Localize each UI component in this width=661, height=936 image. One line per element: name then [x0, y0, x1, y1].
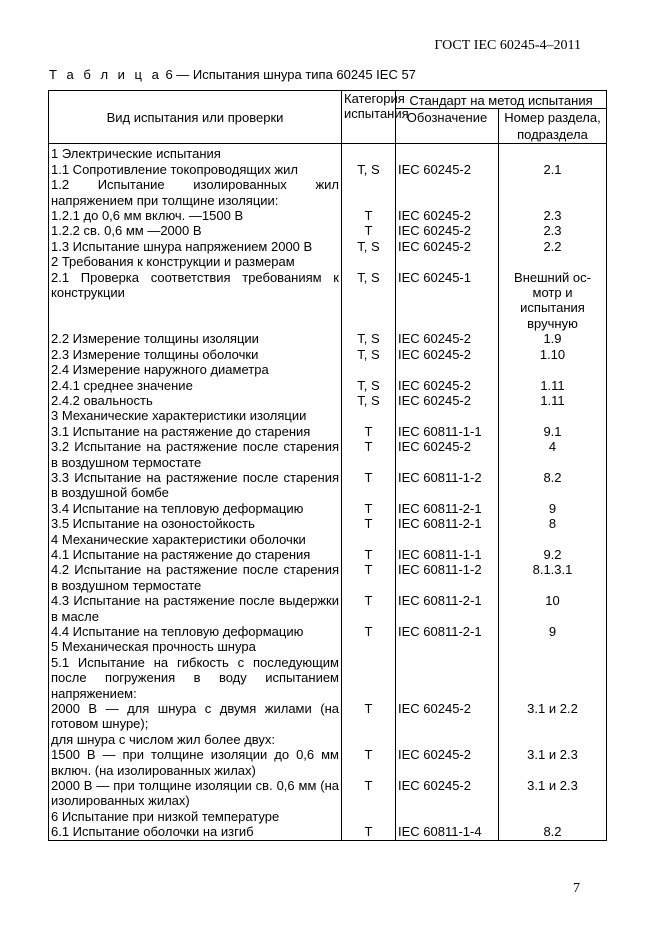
section-cell: 9 — [499, 624, 607, 639]
table-row — [49, 809, 607, 824]
designation-cell — [396, 362, 499, 377]
category-cell: T, S — [342, 347, 396, 362]
designation-cell: IEC 60245-2 — [396, 747, 499, 778]
test-name-cell: 3.1 Испытание на растяжение до старения — [49, 424, 342, 439]
header-standard: Стандарт на метод испытания — [396, 91, 607, 109]
section-cell — [499, 144, 607, 162]
section-cell — [499, 655, 607, 701]
category-cell: T, S — [342, 331, 396, 346]
test-name-cell: 4.4 Испытание на тепловую деформацию — [49, 624, 342, 639]
test-name-cell: 2.1 Проверка соответствия требованиям к конструкции — [49, 270, 342, 332]
designation-cell: IEC 60245-2 — [396, 439, 499, 470]
category-cell: T — [342, 547, 396, 562]
running-head: ГОСТ IEC 60245-4–2011 — [434, 38, 581, 53]
designation-cell — [396, 809, 499, 824]
table-row — [49, 655, 607, 701]
table-row — [49, 362, 607, 377]
category-cell: T — [342, 208, 396, 223]
header-category: Категория испытания — [342, 91, 396, 144]
category-cell — [342, 809, 396, 824]
table-row — [49, 824, 607, 840]
section-cell: 8.2 — [499, 470, 607, 501]
test-name-cell: 2.4.1 среднее значение — [49, 378, 342, 393]
section-cell: 1.9 — [499, 331, 607, 346]
test-name-cell: 1.3 Испытание шнура напряжением 2000 В — [49, 239, 342, 254]
table-row — [49, 439, 607, 470]
category-cell — [342, 362, 396, 377]
caption-label: Т а б л и ц а — [49, 67, 162, 82]
test-name-cell: 2.4 Измерение наружного диаметра — [49, 362, 342, 377]
section-cell — [499, 532, 607, 547]
test-name-cell: 2.2 Измерение толщины изоляции — [49, 331, 342, 346]
designation-cell — [396, 254, 499, 269]
test-name-cell: 1.1 Сопротивление токопроводящих жил — [49, 162, 342, 177]
section-cell: 9 — [499, 501, 607, 516]
table-row — [49, 162, 607, 177]
test-name-cell: 1.2.2 св. 0,6 мм —2000 В — [49, 223, 342, 238]
designation-cell: IEC 60245-2 — [396, 331, 499, 346]
designation-cell — [396, 408, 499, 423]
section-cell: 1.10 — [499, 347, 607, 362]
test-name-cell: 3.2 Испытание на растяжение после старения в воздушном термостате — [49, 439, 342, 470]
category-cell — [342, 532, 396, 547]
designation-cell — [396, 732, 499, 747]
designation-cell — [396, 144, 499, 162]
section-cell — [499, 408, 607, 423]
category-cell — [342, 408, 396, 423]
table-row — [49, 593, 607, 624]
table-row — [49, 701, 607, 732]
test-name-cell: 2 Требования к конструкции и размерам — [49, 254, 342, 269]
table-row — [49, 177, 607, 208]
caption-number: 6 — [165, 67, 173, 82]
section-cell: 1.11 — [499, 393, 607, 408]
table-row — [49, 732, 607, 747]
table-row — [49, 532, 607, 547]
test-name-cell: 2.4.2 овальность — [49, 393, 342, 408]
table-row — [49, 408, 607, 423]
section-cell — [499, 362, 607, 377]
test-name-cell: 2000 В — для шнура с двумя жилами (на готовом шнуре); — [49, 701, 342, 732]
designation-cell: IEC 60811-1-2 — [396, 470, 499, 501]
category-cell: T — [342, 701, 396, 732]
designation-cell: IEC 60245-2 — [396, 778, 499, 809]
section-cell — [499, 809, 607, 824]
section-cell: 1.11 — [499, 378, 607, 393]
category-cell — [342, 732, 396, 747]
section-cell — [499, 732, 607, 747]
test-name-cell: 2000 В — при толщине изоляции св. 0,6 мм (на изолированных жилах) — [49, 778, 342, 809]
section-cell: 8 — [499, 516, 607, 531]
test-name-cell: 3.3 Испытание на растяжение после старения в воздушной бомбе — [49, 470, 342, 501]
designation-cell: IEC 60811-2-1 — [396, 593, 499, 624]
designation-cell: IEC 60811-1-1 — [396, 547, 499, 562]
category-cell — [342, 144, 396, 162]
designation-cell: IEC 60245-2 — [396, 239, 499, 254]
section-cell: 2.1 — [499, 162, 607, 177]
test-name-cell: 6 Испытание при низкой температуре — [49, 809, 342, 824]
category-cell: T — [342, 424, 396, 439]
table-row — [49, 393, 607, 408]
category-cell — [342, 254, 396, 269]
table-row — [49, 270, 607, 332]
table-row — [49, 562, 607, 593]
test-name-cell: 4.3 Испытание на растяжение после выдержки в масле — [49, 593, 342, 624]
section-cell: 3.1 и 2.2 — [499, 701, 607, 732]
section-cell: 2.3 — [499, 223, 607, 238]
test-name-cell: 4.2 Испытание на растяжение после старения в воздушном термостате — [49, 562, 342, 593]
test-name-cell: 1500 В — при толщине изоляции до 0,6 мм включ. (на изолированных жилах) — [49, 747, 342, 778]
section-cell — [499, 254, 607, 269]
category-cell: T — [342, 747, 396, 778]
table-row — [49, 624, 607, 639]
designation-cell: IEC 60811-2-1 — [396, 516, 499, 531]
category-cell: T, S — [342, 162, 396, 177]
section-cell: 4 — [499, 439, 607, 470]
category-cell: T — [342, 470, 396, 501]
test-name-cell: 5.1 Испытание на гибкость с последующим после погружения в воду испытанием напряжением: — [49, 655, 342, 701]
caption-dash: — — [176, 67, 190, 82]
section-cell: Внешний ос-мотр и испытания вручную — [499, 270, 607, 332]
table-caption — [49, 67, 416, 82]
designation-cell — [396, 639, 499, 654]
designation-cell: IEC 60811-1-4 — [396, 824, 499, 840]
designation-cell — [396, 532, 499, 547]
designation-cell — [396, 177, 499, 208]
category-cell: T — [342, 778, 396, 809]
designation-cell: IEC 60245-2 — [396, 393, 499, 408]
category-cell: T — [342, 562, 396, 593]
category-cell: T — [342, 501, 396, 516]
table-row — [49, 223, 607, 238]
table-row — [49, 747, 607, 778]
category-cell: T — [342, 624, 396, 639]
test-name-cell: для шнура с числом жил более двух: — [49, 732, 342, 747]
designation-cell: IEC 60811-1-1 — [396, 424, 499, 439]
section-cell: 8.2 — [499, 824, 607, 840]
section-cell: 10 — [499, 593, 607, 624]
test-name-cell: 4.1 Испытание на растяжение до старения — [49, 547, 342, 562]
test-name-cell: 2.3 Измерение толщины оболочки — [49, 347, 342, 362]
test-name-cell: 1 Электрические испытания — [49, 144, 342, 162]
designation-cell: IEC 60811-1-2 — [396, 562, 499, 593]
designation-cell: IEC 60245-2 — [396, 347, 499, 362]
test-name-cell: 5 Механическая прочность шнура — [49, 639, 342, 654]
section-cell: 2.3 — [499, 208, 607, 223]
category-cell: T — [342, 516, 396, 531]
test-name-cell: 3.5 Испытание на озоностойкость — [49, 516, 342, 531]
category-cell: T, S — [342, 239, 396, 254]
table-row — [49, 378, 607, 393]
category-cell: T — [342, 593, 396, 624]
designation-cell: IEC 60811-2-1 — [396, 501, 499, 516]
category-cell — [342, 655, 396, 701]
table-row — [49, 516, 607, 531]
header-section: Номер раздела, подраздела — [499, 109, 607, 144]
section-cell: 3.1 и 2.3 — [499, 747, 607, 778]
table-row — [49, 144, 607, 162]
table-row — [49, 470, 607, 501]
header-test: Вид испытания или проверки — [49, 91, 342, 144]
designation-cell: IEC 60245-2 — [396, 208, 499, 223]
test-name-cell: 6.1 Испытание оболочки на изгиб — [49, 824, 342, 840]
table-row — [49, 547, 607, 562]
test-name-cell: 1.2 Испытание изолированных жил напряжением при толщине изоляции: — [49, 177, 342, 208]
section-cell — [499, 177, 607, 208]
table-row — [49, 501, 607, 516]
designation-cell: IEC 60245-1 — [396, 270, 499, 332]
table-row — [49, 239, 607, 254]
category-cell — [342, 639, 396, 654]
test-name-cell: 3.4 Испытание на тепловую деформацию — [49, 501, 342, 516]
designation-cell: IEC 60245-2 — [396, 223, 499, 238]
category-cell: T — [342, 223, 396, 238]
category-cell: T, S — [342, 393, 396, 408]
designation-cell: IEC 60245-2 — [396, 701, 499, 732]
page-number: 7 — [573, 881, 580, 896]
test-name-cell: 3 Механические характеристики изоляции — [49, 408, 342, 423]
table-row — [49, 778, 607, 809]
category-cell: T, S — [342, 270, 396, 332]
test-name-cell: 4 Механические характеристики оболочки — [49, 532, 342, 547]
table-row — [49, 347, 607, 362]
section-cell: 9.1 — [499, 424, 607, 439]
category-cell: T — [342, 439, 396, 470]
test-name-cell: 1.2.1 до 0,6 мм включ. —1500 В — [49, 208, 342, 223]
category-cell: T, S — [342, 378, 396, 393]
designation-cell: IEC 60245-2 — [396, 162, 499, 177]
table-row — [49, 208, 607, 223]
designation-cell: IEC 60811-2-1 — [396, 624, 499, 639]
table-row — [49, 639, 607, 654]
category-cell: T — [342, 824, 396, 840]
section-cell: 8.1.3.1 — [499, 562, 607, 593]
header-designation: Обозначение — [396, 109, 499, 144]
designation-cell: IEC 60245-2 — [396, 378, 499, 393]
table-row — [49, 424, 607, 439]
table-row — [49, 254, 607, 269]
table-row — [49, 331, 607, 346]
tests-table — [48, 90, 607, 841]
designation-cell — [396, 655, 499, 701]
caption-title: Испытания шнура типа 60245 IEC 57 — [192, 67, 416, 82]
section-cell: 3.1 и 2.3 — [499, 778, 607, 809]
section-cell — [499, 639, 607, 654]
table-body — [49, 144, 607, 840]
section-cell: 2.2 — [499, 239, 607, 254]
category-cell — [342, 177, 396, 208]
section-cell: 9.2 — [499, 547, 607, 562]
